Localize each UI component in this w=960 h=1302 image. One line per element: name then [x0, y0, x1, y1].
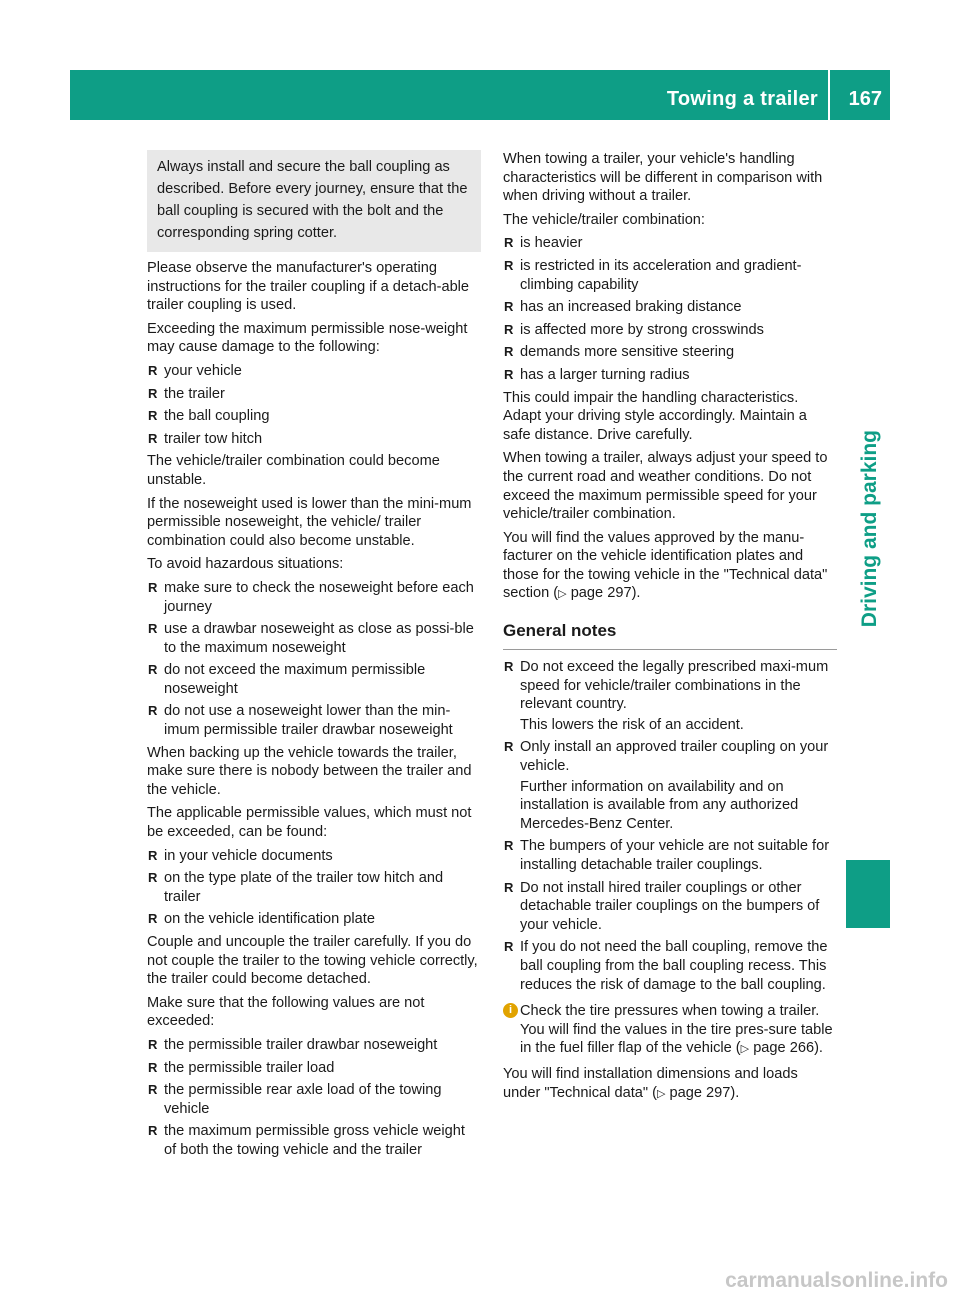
list-item: R is affected more by strong crosswinds	[503, 321, 837, 340]
paragraph	[503, 529, 837, 604]
watermark: carmanualsonline.info	[725, 1269, 948, 1292]
list-item: R in your vehicle documents	[147, 847, 481, 866]
page-reference-link[interactable]: page 297	[570, 585, 632, 602]
chapter-label: Driving and parking	[858, 430, 881, 628]
page-ref-arrow-icon: ▷	[656, 1087, 666, 1100]
bullet-list	[503, 234, 837, 384]
bullet-list	[147, 1036, 481, 1160]
paragraph: This could impair the handling characteristics. Adapt your driving style accordingly. Maintain a safe distance. Drive carefully.	[503, 389, 807, 443]
list-item: R use a drawbar noseweight as close as possi-ble to the maximum noseweight	[147, 620, 481, 657]
paragraph-text: You will find installation dimensions and loads under "Technical data" (	[503, 1065, 798, 1101]
list-item: R make sure to check the noseweight before each journey	[147, 579, 481, 616]
info-text: Check the tire pressures when towing a trailer. You will find the values in the tire pres-sure table in the fuel filler flap of the vehicle (	[520, 1003, 833, 1057]
paragraph: If the noseweight used is lower than the mini-mum permissible noseweight, the vehicle/ trailer combination could also become unstable.	[147, 495, 472, 549]
paragraph: When towing a trailer, always adjust your speed to the current road and weather conditions. Do not exceed the maximum permissible speed for your vehicle/trailer combination.	[503, 450, 828, 523]
paragraph-text: You will find the values approved by the manu-facturer on the vehicle identification plates and those for the towing vehicle in the "Technical data" section (	[503, 529, 828, 602]
header-divider	[828, 70, 830, 120]
paragraph: When towing a trailer, your vehicle's handling characteristics will be different in comparison with when driving without a trailer.	[503, 151, 823, 205]
page-ref-arrow-icon: ▷	[558, 588, 567, 601]
note-box: Always install and secure the ball coupling as described. Before every journey, ensure that the ball coupling is secured with the bolt and the corresponding spring cotter.	[147, 150, 481, 252]
chapter-tab	[846, 860, 890, 928]
info-text: ).	[814, 1040, 823, 1057]
paragraph: To avoid hazardous situations:	[147, 556, 344, 573]
list-item: R on the vehicle identification plate	[147, 910, 481, 929]
list-item: R The bumpers of your vehicle are not suitable for installing detachable trailer couplings.	[503, 837, 837, 874]
list-item	[503, 738, 837, 833]
list-item: R demands more sensitive steering	[503, 343, 837, 362]
list-item	[503, 658, 837, 734]
page-reference-link[interactable]: page 266	[753, 1040, 815, 1057]
list-item: R trailer tow hitch	[147, 430, 481, 449]
list-item: R the permissible trailer drawbar noseweight	[147, 1036, 481, 1055]
list-item: R is heavier	[503, 234, 837, 253]
list-item-subtext: Further information on availability and on installation is available from any authorized Mercedes-Benz Center.	[520, 778, 799, 832]
paragraph: When backing up the vehicle towards the trailer, make sure there is nobody between the trailer and the vehicle.	[147, 744, 472, 798]
list-item: R If you do not need the ball coupling, remove the ball coupling from the ball coupling recess. This reduces the risk of damage to the ball coupling.	[503, 938, 837, 994]
list-item-subtext: This lowers the risk of an accident.	[520, 716, 744, 733]
bullet-list	[503, 658, 837, 994]
left-column	[147, 150, 481, 1164]
paragraph-text: ).	[631, 585, 641, 602]
list-item: R the permissible rear axle load of the towing vehicle	[147, 1081, 481, 1118]
page-ref-arrow-icon: ▷	[740, 1043, 750, 1056]
paragraph: Couple and uncouple the trailer carefully. If you do not couple the trailer to the towing vehicle correctly, the trailer could become detached.	[147, 934, 478, 988]
list-item: R do not exceed the maximum permissible noseweight	[147, 661, 481, 698]
page-reference-link[interactable]: page 297	[669, 1084, 731, 1101]
bullet-list	[147, 579, 481, 740]
bullet-list	[147, 847, 481, 929]
list-item: R on the type plate of the trailer tow hitch and trailer	[147, 869, 481, 906]
paragraph	[503, 1065, 837, 1103]
info-note	[503, 1002, 837, 1059]
paragraph: The applicable permissible values, which must not be exceeded, can be found:	[147, 805, 472, 841]
bullet-list	[147, 362, 481, 448]
list-item: R the maximum permissible gross vehicle weight of both the towing vehicle and the trailer	[147, 1122, 481, 1159]
list-item-text: Only install an approved trailer coupling on your vehicle.	[520, 739, 829, 775]
paragraph: The vehicle/trailer combination could become unstable.	[147, 453, 440, 488]
right-column	[503, 150, 837, 1108]
list-item: R has a larger turning radius	[503, 366, 837, 385]
paragraph: Exceeding the maximum permissible nose-weight may cause damage to the following:	[147, 320, 468, 356]
list-item: R the ball coupling	[147, 407, 481, 426]
header-bar	[70, 70, 890, 120]
paragraph: The vehicle/trailer combination:	[503, 211, 705, 228]
section-heading: General notes	[503, 620, 837, 650]
list-item: R do not use a noseweight lower than the min-imum permissible trailer drawbar noseweight	[147, 702, 481, 739]
list-item: R the trailer	[147, 385, 481, 404]
list-item: R is restricted in its acceleration and gradient-climbing capability	[503, 257, 837, 294]
info-icon: i	[503, 1003, 518, 1018]
list-item: R your vehicle	[147, 362, 481, 381]
list-item: R the permissible trailer load	[147, 1059, 481, 1078]
paragraph: Please observe the manufacturer's operating instructions for the trailer coupling if a detach-able trailer coupling is used.	[147, 260, 470, 314]
list-item: R Do not install hired trailer couplings or other detachable trailer couplings on the bumpers of your vehicle.	[503, 879, 837, 935]
paragraph: Make sure that the following values are not exceeded:	[147, 994, 425, 1030]
page-number: 167	[848, 88, 882, 110]
list-item-text: Do not exceed the legally prescribed maxi-mum speed for vehicle/trailer combinations in the relevant country.	[520, 659, 829, 713]
paragraph-text: ).	[730, 1084, 740, 1101]
page-section-title: Towing a trailer	[666, 88, 818, 110]
list-item: R has an increased braking distance	[503, 298, 837, 317]
